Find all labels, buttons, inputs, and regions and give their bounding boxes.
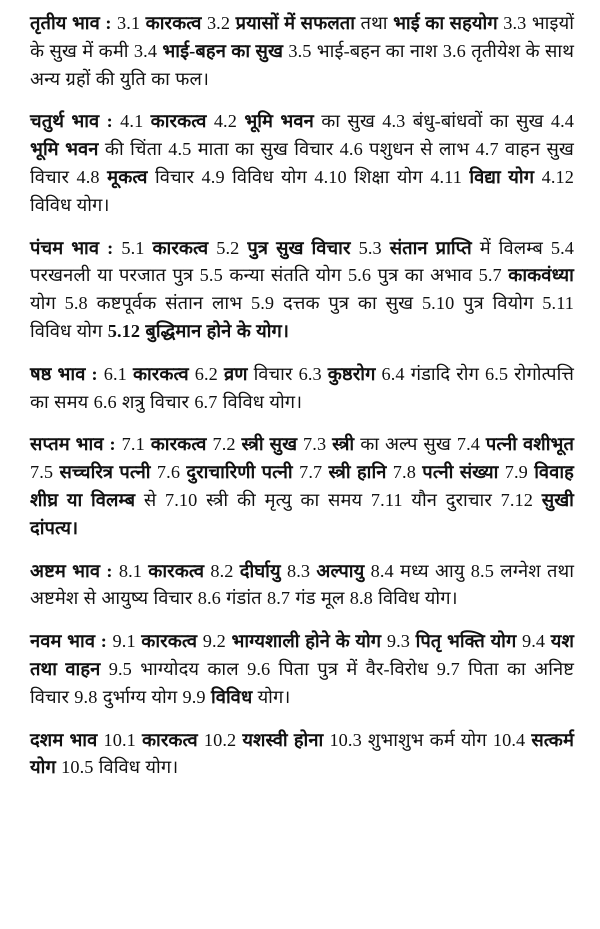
text-run-bold: स्त्री हानि	[328, 462, 393, 483]
paragraph-bhav-7	[30, 431, 574, 542]
text-run-bold: संतान प्राप्ति	[389, 237, 480, 258]
text-run: 4.1	[120, 111, 151, 132]
text-run: 7.8	[392, 462, 423, 483]
text-run: 5.2	[216, 237, 248, 258]
text-run-bold: स्त्री सुख	[241, 434, 304, 455]
text-run-bold: स्त्री	[332, 434, 361, 455]
text-run: तथा	[360, 13, 394, 33]
text-run: 7.6	[156, 462, 187, 483]
text-run: 9.4	[522, 631, 551, 652]
text-run-bold: प्रयासों में सफलता	[235, 13, 361, 33]
paragraph-bhav-4	[30, 108, 574, 219]
text-run: योग।	[257, 686, 291, 707]
text-run-bold: कारकत्व	[141, 631, 203, 652]
text-run: 7.9	[504, 462, 535, 483]
text-run: विचार 6.3	[253, 363, 328, 384]
text-run: 10.2	[203, 729, 243, 750]
text-run: 7.5	[30, 462, 60, 483]
text-run: 4.12 विविध योग।	[30, 166, 574, 215]
text-run: 10.1	[103, 729, 142, 750]
paragraph-bhav-3	[30, 10, 574, 93]
text-run: 7.3	[303, 434, 333, 455]
text-run-bold: कारकत्व	[132, 363, 195, 384]
text-run-bold: पत्नी संख्या	[422, 462, 505, 483]
text-run: 4.2	[213, 111, 245, 132]
text-run-bold: विविध	[210, 686, 258, 707]
text-run-bold: सप्तम भाव :	[30, 434, 122, 455]
text-run-bold: पितृ भक्ति योग	[415, 631, 523, 652]
text-run: का अल्प सुख 7.4	[360, 434, 486, 455]
text-run-bold: व्रण	[223, 363, 254, 384]
text-run: 5.3	[358, 237, 390, 258]
paragraph-bhav-6	[30, 361, 574, 417]
text-run-bold: विवाह शीघ्र या विलम्ब	[30, 462, 574, 510]
text-run-bold: दशम भाव	[30, 729, 104, 750]
paragraph-bhav-8	[30, 558, 574, 614]
text-run-bold: भूमि भवन	[30, 139, 105, 160]
text-run-bold: सुखी दांपत्य।	[30, 489, 574, 538]
text-run-bold: काकवंध्या	[508, 265, 574, 286]
text-run: 6.2	[194, 363, 224, 384]
text-run-bold: कारकत्व	[141, 729, 204, 750]
text-run: योग 5.8 कष्टपूर्वक संतान लाभ 5.9 दत्तक पुत्र का सुख 5.10 पुत्र वियोग 5.11 विविध योग	[30, 293, 574, 341]
text-run-bold: विद्या योग	[469, 166, 542, 187]
text-run: 7.1	[121, 434, 151, 455]
paragraph-bhav-9	[30, 628, 574, 711]
text-run-bold: कारकत्व	[148, 560, 211, 581]
text-run: 8.3	[286, 560, 317, 581]
text-run-bold: पुत्र सुख विचार	[247, 237, 359, 258]
text-run: की चिंता 4.5 माता का सुख विचार 4.6 पशुधन से लाभ 4.7 वाहन सुख विचार 4.8	[30, 139, 574, 187]
text-run: 7.7	[299, 462, 329, 483]
text-run: से 7.10 स्त्री की मृत्यु का समय 7.11 यौन दुराचार 7.12	[143, 489, 542, 510]
text-run-bold: अष्टम भाव :	[30, 560, 119, 581]
text-run-bold: नवम भाव :	[30, 631, 113, 652]
text-run: 9.3	[386, 631, 416, 652]
text-run: 6.1	[103, 363, 133, 384]
text-run-bold: कारकत्व	[152, 237, 217, 258]
text-run: 9.2	[202, 631, 232, 652]
text-run-bold: सत्कर्म योग	[30, 729, 574, 778]
text-run-bold: कारकत्व	[150, 434, 213, 455]
text-run-bold: भाग्यशाली होने के योग	[231, 631, 387, 652]
text-run-bold: चतुर्थ भाव :	[30, 111, 121, 132]
text-run-bold: 5.12 बुद्धिमान होने के योग।	[107, 320, 289, 341]
text-run-bold: भाई-बहन का सुख	[162, 40, 289, 61]
text-run: 9.1	[112, 631, 142, 652]
text-run: 6.4 गंडादि रोग 6.5 रोगोत्पत्ति का समय 6.6 शत्रु विचार 6.7 विविध योग।	[30, 363, 575, 412]
text-run: 10.5 विविध योग।	[61, 757, 179, 778]
text-run-bold: कारकत्व	[150, 111, 214, 132]
text-run: 9.5 भाग्योदय काल 9.6 पिता पुत्र में वैर-विरोध 9.7 पिता का अनिष्ट विचार 9.8 दुर्भाग्य योग 9.9	[30, 658, 574, 707]
text-run-bold: भूमि भवन	[244, 111, 322, 132]
text-run-bold: कुष्ठरोग	[327, 363, 382, 384]
text-run: विचार 4.9 विविध योग 4.10 शिक्षा योग 4.11	[155, 166, 470, 187]
text-run-bold: अल्पायु	[316, 560, 371, 581]
text-run: 3.1	[117, 13, 146, 33]
text-run: 8.4 मध्य आयु 8.5 लग्नेश तथा अष्टमेश से आयुष्य विचार 8.6 गंडांत 8.7 गंड मूल 8.8 विविध योग।	[30, 560, 575, 609]
text-run-bold: भाई का सहयोग	[393, 13, 504, 33]
text-run-bold: दीर्घायु	[239, 560, 287, 581]
text-run-bold: यश तथा वाहन	[30, 631, 575, 679]
paragraph-bhav-10	[30, 727, 574, 783]
text-run: में विलम्ब 5.4 परखनली या परजात पुत्र 5.5 कन्या संतति योग 5.6 पुत्र का अभाव 5.7	[30, 237, 575, 286]
text-run: 3.2	[206, 13, 236, 33]
text-run-bold: षष्ठ भाव :	[30, 363, 104, 384]
text-run-bold: तृतीय भाव :	[30, 13, 118, 33]
text-run: 3.5 भाई-बहन का नाश 3.6 तृतीयेश के साथ अन्य ग्रहों की युति का फल।	[30, 40, 574, 89]
paragraph-bhav-5	[30, 235, 574, 346]
text-run: 10.3 शुभाशुभ कर्म योग 10.4	[329, 729, 532, 750]
text-run-bold: मूकत्व	[107, 166, 156, 187]
text-run: का सुख 4.3 बंधु-बांधवों का सुख 4.4	[321, 111, 574, 132]
text-run-bold: पत्नी वशीभूत	[485, 434, 575, 455]
text-run: 8.2	[210, 560, 240, 581]
text-run: 3.3 भाइयों के सुख में कमी 3.4	[30, 13, 575, 61]
text-run-bold: दुराचारिणी पत्नी	[186, 462, 300, 483]
text-run: 8.1	[118, 560, 149, 581]
text-run-bold: यशस्वी होना	[242, 729, 330, 750]
text-run-bold: सच्चरित्र पत्नी	[59, 462, 157, 483]
text-run-bold: पंचम भाव :	[30, 237, 122, 258]
paragraph-container	[30, 10, 574, 782]
text-run: 5.1	[121, 237, 153, 258]
text-run-bold: कारकत्व	[145, 13, 207, 33]
text-run: 7.2	[212, 434, 242, 455]
